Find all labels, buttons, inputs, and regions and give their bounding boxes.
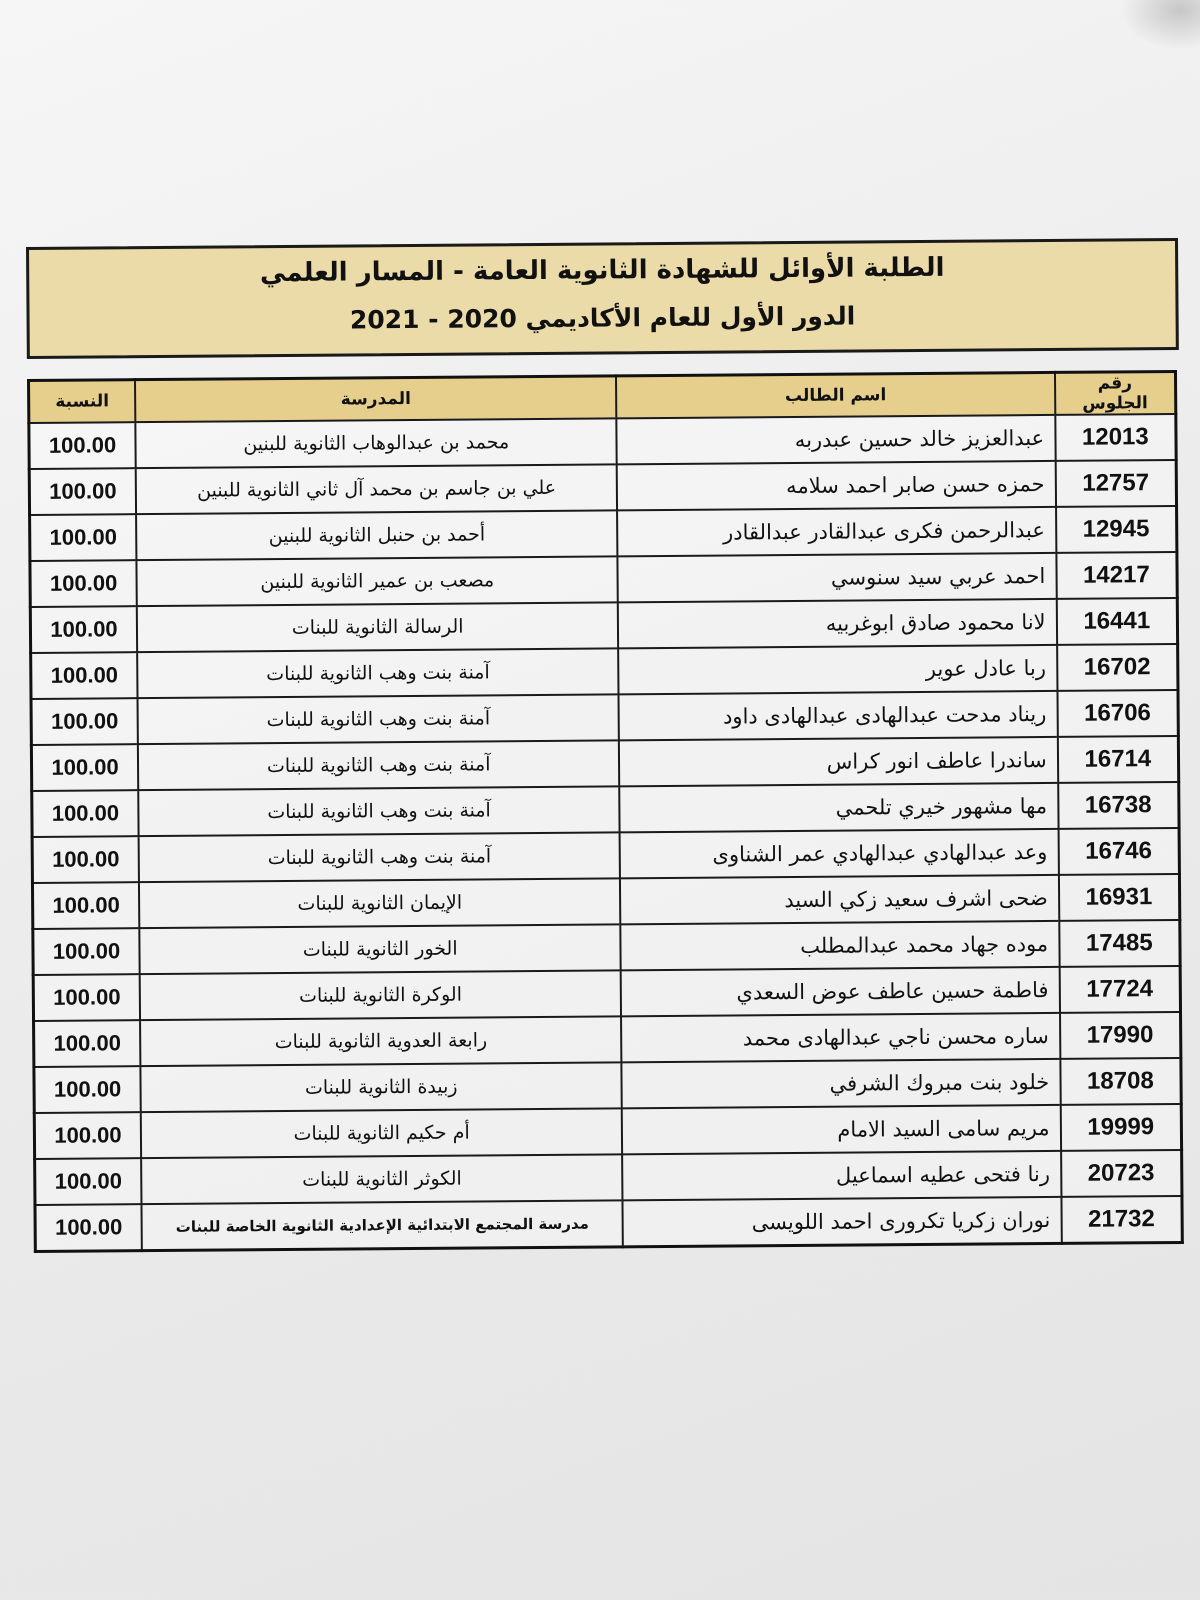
student-name-cell: حمزه حسن صابر احمد سلامه [617, 461, 1056, 510]
percentage-cell: 100.00 [30, 514, 137, 561]
student-name-cell: مها مشهور خيري تلحمي [620, 783, 1059, 832]
percentage-cell: 100.00 [34, 1112, 141, 1159]
results-table [27, 370, 1184, 1253]
school-name-cell: مصعب بن عمير الثانوية للبنين [136, 556, 618, 606]
percentage-cell: 100.00 [34, 1066, 141, 1113]
school-name-cell: الرسالة الثانوية للبنات [137, 602, 619, 652]
seat-number-cell: 20723 [1061, 1150, 1182, 1197]
percentage-cell: 100.00 [30, 606, 137, 653]
results-table-wrapper [27, 370, 1184, 1240]
seat-number-cell: 16706 [1057, 690, 1178, 737]
student-name-cell: ساندرا عاطف انور كراس [619, 737, 1058, 786]
percentage-cell: 100.00 [30, 560, 137, 607]
student-name-cell: ضحى اشرف سعيد زكي السيد [620, 875, 1059, 924]
column-header-seat: رقم الجلوس [1055, 371, 1176, 414]
school-name-cell: زبيدة الثانوية للبنات [140, 1062, 622, 1112]
student-name-cell: عبدالعزيز خالد حسين عبدربه [617, 415, 1056, 464]
student-name-cell: نوران زكريا تكرورى احمد اللويسى [623, 1197, 1062, 1247]
seat-number-cell: 17485 [1059, 920, 1180, 967]
seat-number-cell: 14217 [1056, 552, 1177, 599]
school-name-cell: الإيمان الثانوية للبنات [139, 878, 621, 928]
school-name-cell: الوكرة الثانوية للبنات [140, 970, 622, 1020]
percentage-cell: 100.00 [29, 422, 136, 469]
student-name-cell: احمد عربي سيد سنوسي [618, 553, 1057, 602]
student-name-cell: لانا محمود صادق ابوغربيه [618, 599, 1057, 648]
seat-number-cell: 16702 [1057, 644, 1178, 691]
percentage-cell: 100.00 [35, 1158, 142, 1205]
seat-number-cell: 21732 [1061, 1196, 1182, 1243]
percentage-cell: 100.00 [33, 974, 140, 1021]
title-line-1: الطلبة الأوائل للشهادة الثانوية العامة - المسار العلمي [259, 252, 945, 289]
seat-number-cell: 16738 [1058, 782, 1179, 829]
percentage-cell: 100.00 [33, 928, 140, 975]
seat-number-cell: 17724 [1059, 966, 1180, 1013]
percentage-cell: 100.00 [34, 1020, 141, 1067]
school-name-cell: أحمد بن حنبل الثانوية للبنين [136, 510, 618, 560]
student-name-cell: عبدالرحمن فكرى عبدالقادر عبدالقادر [617, 507, 1056, 556]
school-name-cell: رابعة العدوية الثانوية للبنات [140, 1016, 622, 1066]
school-name-cell: أم حكيم الثانوية للبنات [141, 1108, 623, 1158]
percentage-cell: 100.00 [29, 468, 136, 515]
percentage-cell: 100.00 [32, 836, 139, 883]
percentage-cell: 100.00 [35, 1204, 142, 1251]
column-header-percentage: النسبة [29, 380, 136, 423]
student-name-cell: ربا عادل عوير [618, 645, 1057, 694]
seat-number-cell: 12757 [1055, 460, 1176, 507]
school-name-cell: الخور الثانوية للبنات [139, 924, 621, 974]
seat-number-cell: 12945 [1056, 506, 1177, 553]
seat-number-cell: 16746 [1058, 828, 1179, 875]
student-name-cell: مريم سامى السيد الامام [622, 1105, 1061, 1154]
student-name-cell: وعد عبدالهادي عبدالهادي عمر الشناوى [620, 829, 1059, 878]
percentage-cell: 100.00 [31, 698, 138, 745]
student-name-cell: ساره محسن ناجي عبدالهادى محمد [621, 1013, 1060, 1062]
column-header-school: المدرسة [135, 376, 617, 422]
school-name-cell: آمنة بنت وهب الثانوية للبنات [139, 832, 621, 882]
seat-number-cell: 16931 [1059, 874, 1180, 921]
percentage-cell: 100.00 [31, 744, 138, 791]
student-name-cell: ريناد مدحت عبدالهادى عبدالهادى داود [619, 691, 1058, 740]
page-corner-shadow [1120, 0, 1200, 50]
seat-number-cell: 16441 [1056, 598, 1177, 645]
seat-number-cell: 12013 [1055, 414, 1176, 461]
student-name-cell: فاطمة حسين عاطف عوض السعدي [621, 967, 1060, 1016]
school-name-cell: علي بن جاسم بن محمد آل ثاني الثانوية للبنين [136, 464, 618, 514]
seat-number-cell: 16714 [1057, 736, 1178, 783]
title-banner [26, 238, 1179, 359]
school-name-cell: آمنة بنت وهب الثانوية للبنات [138, 740, 620, 790]
seat-number-cell: 18708 [1060, 1058, 1181, 1105]
percentage-cell: 100.00 [32, 882, 139, 929]
title-line-2: الدور الأول للعام الأكاديمي 2020 - 2021 [349, 301, 856, 335]
school-name-cell: آمنة بنت وهب الثانوية للبنات [137, 648, 619, 698]
school-name-cell: آمنة بنت وهب الثانوية للبنات [138, 694, 620, 744]
student-name-cell: خلود بنت مبروك الشرفي [622, 1059, 1061, 1108]
school-name-cell: الكوثر الثانوية للبنات [141, 1154, 623, 1204]
school-name-cell: محمد بن عبدالوهاب الثانوية للبنين [135, 418, 617, 468]
seat-number-cell: 17990 [1060, 1012, 1181, 1059]
table-row [35, 1196, 1182, 1252]
seat-number-cell: 19999 [1060, 1104, 1181, 1151]
student-name-cell: رنا فتحى عطيه اسماعيل [622, 1151, 1061, 1200]
student-name-cell: موده جهاد محمد عبدالمطلب [621, 921, 1060, 970]
school-name-cell: مدرسة المجتمع الابتدائية الإعدادية الثانوية الخاصة للبنات [141, 1200, 623, 1250]
column-header-name: اسم الطالب [616, 372, 1055, 418]
school-name-cell: آمنة بنت وهب الثانوية للبنات [138, 786, 620, 836]
percentage-cell: 100.00 [32, 790, 139, 837]
percentage-cell: 100.00 [31, 652, 138, 699]
